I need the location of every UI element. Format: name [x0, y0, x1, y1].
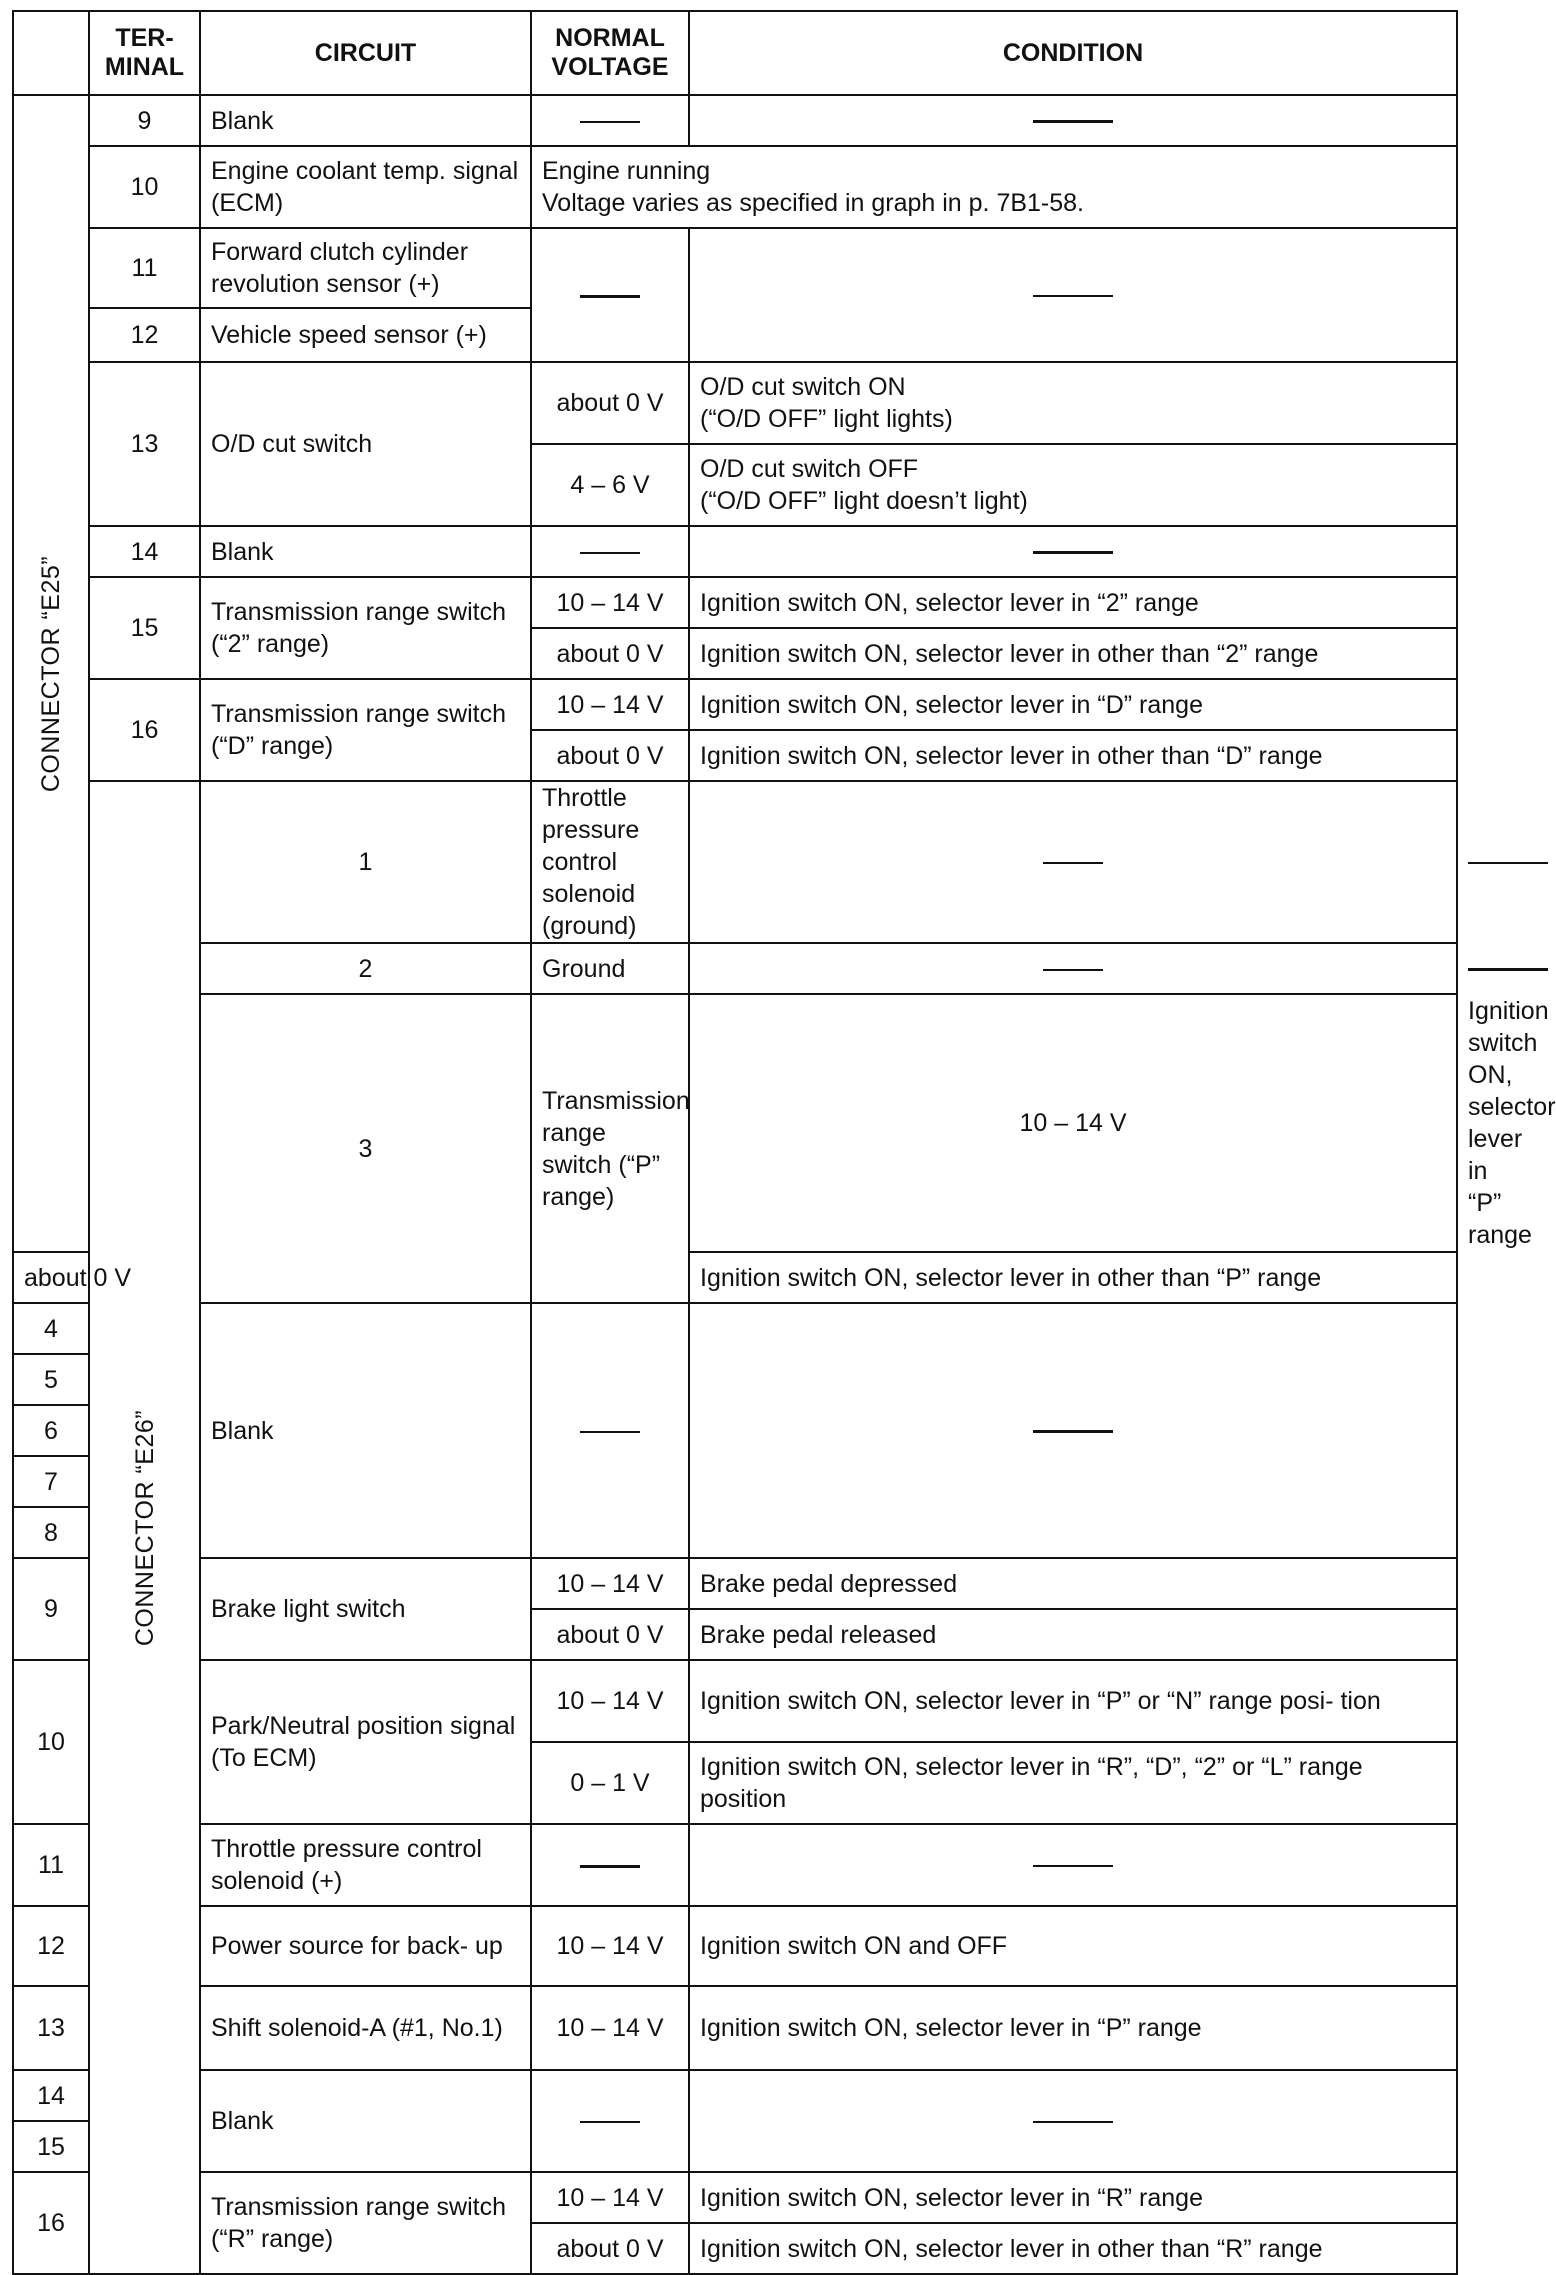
table-row: [13, 781, 1457, 943]
header-condition: CONDITION: [689, 11, 1457, 95]
voltage-value: 10 – 14 V: [531, 577, 689, 628]
condition-text: Brake pedal depressed: [689, 1558, 1457, 1609]
table-row: [13, 2172, 1457, 2223]
terminal-number: 15: [89, 577, 200, 679]
voltage-dash: [531, 228, 689, 362]
voltage-dash: [531, 526, 689, 577]
voltage-value: about 0 V: [531, 730, 689, 781]
voltage-dash: [531, 95, 689, 146]
voltage-value: 0 – 1 V: [531, 1742, 689, 1824]
voltage-value: about 0 V: [531, 628, 689, 679]
header-terminal: TER- MINAL: [89, 11, 200, 95]
table-row: [13, 1558, 1457, 1609]
circuit-name: Engine coolant temp. signal (ECM): [200, 146, 531, 228]
terminal-number: 3: [200, 994, 531, 1303]
circuit-name: Forward clutch cylinder revolution sensor (+): [200, 228, 531, 308]
circuit-name: Brake light switch: [200, 1558, 531, 1660]
terminal-number: 1: [200, 781, 531, 943]
condition-dash: [689, 1824, 1457, 1906]
voltage-value: 10 – 14 V: [531, 1660, 689, 1742]
header-voltage: NORMAL VOLTAGE: [531, 11, 689, 95]
table-row: [13, 943, 1457, 994]
circuit-name: O/D cut switch: [200, 362, 531, 526]
table-row: [13, 1660, 1457, 1742]
condition-text: O/D cut switch OFF (“O/D OFF” light doesn’t light): [689, 444, 1457, 526]
circuit-name: Power source for back- up: [200, 1906, 531, 1986]
terminal-number: 11: [13, 1824, 89, 1906]
voltage-dash: [689, 781, 1457, 943]
condition-text: Ignition switch ON, selector lever in “P” or “N” range posi- tion: [689, 1660, 1457, 1742]
terminal-number: 10: [89, 146, 200, 228]
terminal-number: 15: [13, 2121, 89, 2172]
terminal-number: 14: [13, 2070, 89, 2121]
voltage-dash: [689, 943, 1457, 994]
terminal-number: 11: [89, 228, 200, 308]
table-row: [13, 95, 1457, 146]
terminal-number: 2: [200, 943, 531, 994]
table-row: [13, 1906, 1457, 1986]
table-row: [13, 679, 1457, 730]
condition-text: Ignition switch ON, selector lever in other than “2” range: [689, 628, 1457, 679]
terminal-number: 5: [13, 1354, 89, 1405]
table-row: [13, 1303, 1457, 1354]
header-circuit: CIRCUIT: [200, 11, 531, 95]
circuit-name: Transmission range switch (“R” range): [200, 2172, 531, 2274]
voltage-dash: [531, 1824, 689, 1906]
condition-text: Ignition switch ON, selector lever in “R” range: [689, 2172, 1457, 2223]
condition-text: O/D cut switch ON (“O/D OFF” light lights): [689, 362, 1457, 444]
connector-e26-label-cell: [89, 781, 200, 2274]
table-row: 3 Transmission range switch (“P” range) 10 – 14 V Ignition switch ON, selector lever in “P” range: [13, 994, 1457, 1252]
terminal-number: 4: [13, 1303, 89, 1354]
table-row: [13, 228, 1457, 308]
voltage-dash: [531, 2070, 689, 2172]
circuit-name: Blank: [200, 526, 531, 577]
condition-dash: [689, 2070, 1457, 2172]
voltage-value: about 0 V: [13, 1252, 89, 1303]
voltage-value: 10 – 14 V: [689, 994, 1457, 1252]
terminal-number: 14: [89, 526, 200, 577]
table-row: [13, 577, 1457, 628]
condition-dash: [689, 228, 1457, 362]
terminal-number: 10: [13, 1660, 89, 1824]
voltage-value: about 0 V: [531, 362, 689, 444]
condition-text: Ignition switch ON, selector lever in “P” range: [689, 1986, 1457, 2070]
table-row: [13, 1986, 1457, 2070]
condition-text: Ignition switch ON, selector lever in “2” range: [689, 577, 1457, 628]
condition-text: Ignition switch ON, selector lever in other than “D” range: [689, 730, 1457, 781]
circuit-name: Blank: [200, 2070, 531, 2172]
terminal-number: 16: [13, 2172, 89, 2274]
condition-text: Brake pedal released: [689, 1609, 1457, 1660]
circuit-name: Throttle pressure control solenoid (ground): [531, 781, 689, 943]
header-row: [13, 11, 1457, 95]
connector-e25-label-cell: [13, 95, 89, 1252]
terminal-voltage-table: [12, 10, 1556, 2275]
circuit-name: Throttle pressure control solenoid (+): [200, 1824, 531, 1906]
table-row: [13, 526, 1457, 577]
table-row: [13, 146, 1457, 228]
terminal-number: 12: [13, 1906, 89, 1986]
terminal-number: 13: [89, 362, 200, 526]
condition-text: Ignition switch ON, selector lever in other than “P” range: [689, 1252, 1457, 1303]
voltage-value: about 0 V: [531, 1609, 689, 1660]
condition-text: Ignition switch ON, selector lever in “R”, “D”, “2” or “L” range position: [689, 1742, 1457, 1824]
connector-e25-label: CONNECTOR “E25”: [37, 555, 65, 792]
voltage-dash: [531, 1303, 689, 1558]
voltage-value: about 0 V: [531, 2223, 689, 2274]
circuit-name: Transmission range switch (“D” range): [200, 679, 531, 781]
voltage-value: 10 – 14 V: [531, 1558, 689, 1609]
engine-coolant-note: Engine running Voltage varies as specified in graph in p. 7B1-58.: [531, 146, 1457, 228]
voltage-value: 10 – 14 V: [531, 2172, 689, 2223]
header-connector: [13, 11, 89, 95]
condition-text: Ignition switch ON, selector lever in other than “R” range: [689, 2223, 1457, 2274]
circuit-name: Transmission range switch (“P” range): [531, 994, 689, 1303]
voltage-value: 10 – 14 V: [531, 1986, 689, 2070]
table-row: [13, 1824, 1457, 1906]
circuit-name: Vehicle speed sensor (+): [200, 308, 531, 362]
terminal-number: 8: [13, 1507, 89, 1558]
terminal-number: 13: [13, 1986, 89, 2070]
circuit-name: Transmission range switch (“2” range): [200, 577, 531, 679]
terminal-number: 16: [89, 679, 200, 781]
circuit-name: Blank: [200, 1303, 531, 1558]
voltage-value: 10 – 14 V: [531, 1906, 689, 1986]
circuit-name: Blank: [200, 95, 531, 146]
terminal-number: 9: [89, 95, 200, 146]
voltage-value: 4 – 6 V: [531, 444, 689, 526]
voltage-value: 10 – 14 V: [531, 679, 689, 730]
table-row: [13, 362, 1457, 444]
circuit-name: Ground: [531, 943, 689, 994]
terminal-number: 6: [13, 1405, 89, 1456]
connector-e26-label: CONNECTOR “E26”: [130, 1409, 159, 1646]
condition-dash: [689, 526, 1457, 577]
circuit-name: Shift solenoid-A (#1, No.1): [200, 1986, 531, 2070]
condition-text: Ignition switch ON, selector lever in “D” range: [689, 679, 1457, 730]
condition-text: Ignition switch ON and OFF: [689, 1906, 1457, 1986]
condition-dash: [689, 1303, 1457, 1558]
table-row: [13, 2070, 1457, 2121]
spec-table-wrap: [12, 10, 1556, 2275]
circuit-name: Park/Neutral position signal (To ECM): [200, 1660, 531, 1824]
terminal-number: 7: [13, 1456, 89, 1507]
terminal-number: 12: [89, 308, 200, 362]
terminal-number: 9: [13, 1558, 89, 1660]
condition-dash: [689, 95, 1457, 146]
